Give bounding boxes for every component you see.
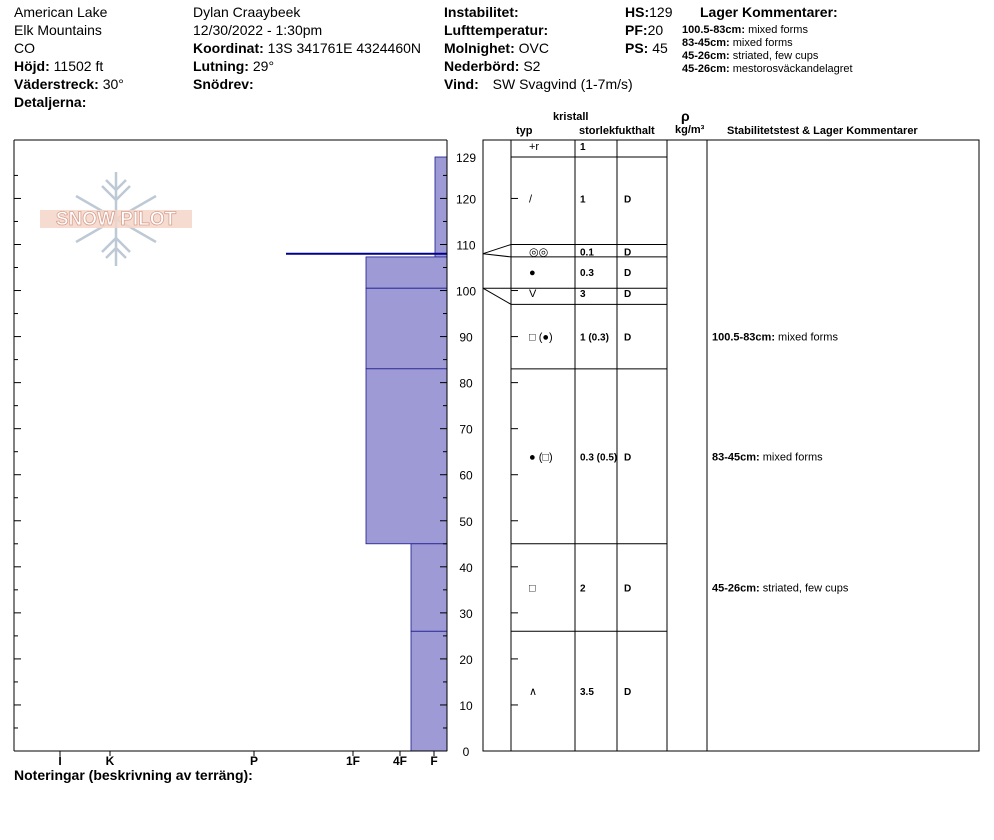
logo-text: SNOW PILOT (55, 209, 177, 230)
pf-label: PF: (625, 22, 648, 38)
height-label-120: 120 (455, 192, 477, 207)
wind-label: Vind: (444, 76, 479, 92)
col-stability: Stabilitetstest & Lager Kommentarer (727, 125, 918, 137)
ps-label: PS: (625, 40, 649, 56)
stability-range-2: 45-26cm: (712, 582, 763, 595)
moisture-8: D (624, 687, 632, 699)
crystal-symbol-5: □ (●) (529, 331, 553, 344)
crystal-symbol-8: ∧ (529, 686, 538, 699)
crystal-symbol-6: ● (□) (529, 451, 553, 464)
hardness-label-4F: 4F (392, 754, 408, 768)
stability-comment-0 (712, 332, 838, 344)
crystal-size-4: 3 (580, 288, 586, 300)
col-fukthalt: fukthalt (615, 125, 655, 137)
elevation-value: 11502 ft (53, 58, 104, 74)
crystal-size-5: 1 (0.3) (580, 332, 609, 344)
moisture-6: D (624, 452, 632, 464)
slope-label: Lutning: (193, 58, 249, 74)
height-label-70: 70 (459, 422, 473, 437)
col-storlek: storlek (579, 125, 616, 137)
precip-value: S2 (523, 58, 541, 74)
moisture-4: D (624, 288, 632, 300)
layer-comment-4: 45-26cm: mestorosväckandelagret (682, 63, 853, 75)
state: CO (14, 40, 35, 56)
airtemp-label: Lufttemperatur: (444, 22, 549, 38)
mountain-range: Elk Mountains (14, 22, 102, 38)
elevation-label: Höjd: (14, 58, 50, 74)
crystal-size-1: 1 (580, 194, 586, 206)
stability-text-2: striated, few cups (762, 582, 849, 595)
col-kristall: kristall (553, 111, 589, 123)
hardness-label-K: K (105, 754, 115, 768)
coordinate-label: Koordinat: (193, 40, 264, 56)
notes-label: Noteringar (beskrivning av terräng): (14, 767, 253, 783)
connector-line-3 (483, 288, 511, 304)
layer-comment-3: 45-26cm: striated, few cups (682, 50, 819, 62)
precip-label: Nederbörd: (444, 58, 520, 74)
crystal-size-2: 0.1 (580, 247, 594, 259)
hardness-layer-3 (366, 288, 447, 369)
crystal-size-0: 1 (580, 142, 586, 153)
crystal-size-6: 0.3 (0.5) (580, 452, 618, 464)
height-label-90: 90 (459, 330, 473, 345)
pf-value: 20 (647, 22, 664, 38)
drift-label: Snödrev: (193, 76, 254, 92)
height-label-129: 129 (455, 151, 477, 165)
moisture-5: D (624, 332, 632, 344)
height-label-50: 50 (459, 514, 473, 529)
stability-text-0: mixed forms (778, 331, 838, 344)
height-label-30: 30 (459, 606, 473, 621)
height-label-40: 40 (459, 560, 473, 575)
hardness-label-P: P (249, 754, 259, 768)
sky-label: Molnighet: (444, 40, 515, 56)
ps-value: 45 (652, 40, 668, 56)
hs-value: 129 (649, 4, 673, 20)
crystal-symbol-7: □ (529, 582, 536, 595)
col-typ: typ (516, 125, 533, 137)
moisture-2: D (624, 247, 632, 259)
hardness-label-I: I (58, 754, 62, 768)
wind-value: SW Svagvind (1-7m/s) (492, 76, 633, 92)
height-label-10: 10 (459, 698, 473, 713)
layer-comment-2: 83-45cm: mixed forms (682, 37, 793, 49)
height-label-20: 20 (459, 652, 473, 667)
layer-comments-title: Lager Kommentarer: (700, 4, 838, 20)
hardness-label-F: F (430, 754, 438, 768)
moisture-1: D (624, 194, 632, 206)
coordinate-value: 13S 341761E 4324460N (267, 40, 422, 56)
moisture-3: D (624, 268, 632, 280)
height-label-110: 110 (456, 238, 476, 253)
col-density-unit: kg/m³ (675, 124, 705, 136)
height-label-80: 80 (459, 376, 473, 391)
connector-line-0 (483, 244, 511, 253)
aspect-label: Väderstreck: (14, 76, 99, 92)
crystal-size-8: 3.5 (580, 687, 594, 699)
stability-comment-2 (712, 583, 849, 595)
location: American Lake (14, 4, 108, 20)
layer-comment-1: 100.5-83cm: mixed forms (682, 24, 808, 36)
col-rho: ρ (681, 108, 690, 124)
sky-value: OVC (518, 40, 549, 56)
stability-range-0: 100.5-83cm: (712, 331, 779, 344)
crystal-symbol-0: +r (529, 141, 540, 153)
table-frame (483, 140, 979, 751)
hs-label: HS: (625, 4, 650, 20)
instability-label: Instabilitet: (444, 4, 519, 20)
aspect-value: 30° (102, 76, 124, 92)
hardness-label-1F: 1F (345, 754, 361, 768)
height-label-100: 100 (455, 284, 477, 299)
crystal-symbol-4: V (529, 287, 537, 300)
hardness-layer-4 (366, 369, 447, 544)
stability-range-1: 83-45cm: (712, 451, 763, 464)
datetime: 12/30/2022 - 1:30pm (193, 22, 323, 38)
hardness-layer-2 (366, 257, 447, 288)
details-label: Detaljerna: (14, 94, 87, 110)
moisture-7: D (624, 583, 632, 595)
hardness-layer-6 (411, 631, 447, 751)
crystal-symbol-2: ◎◎ (529, 246, 549, 259)
observer: Dylan Craaybeek (193, 4, 301, 20)
crystal-size-3: 0.3 (580, 268, 594, 280)
hardness-layer-5 (411, 544, 447, 631)
height-label-60: 60 (459, 468, 473, 483)
crystal-size-7: 2 (580, 583, 586, 595)
height-label-0: 0 (462, 745, 470, 759)
crystal-symbol-1: / (529, 193, 533, 206)
stability-text-1: mixed forms (762, 451, 823, 464)
connector-line-1 (483, 254, 511, 257)
crystal-symbol-3: ● (529, 267, 536, 280)
stability-comment-1 (712, 451, 823, 463)
slope-value: 29° (252, 58, 275, 74)
